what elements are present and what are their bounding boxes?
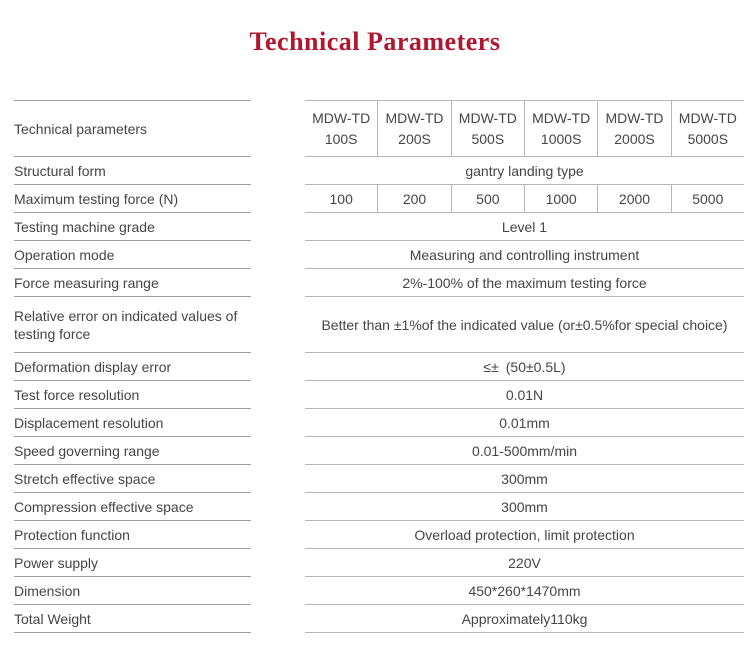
- row-value: ≤± (50±0.5L): [483, 358, 566, 375]
- row-label: Force measuring range: [14, 274, 159, 291]
- header-model-cell: [671, 101, 744, 156]
- table-row: [14, 213, 744, 241]
- model-series: MDW-TD: [458, 109, 517, 126]
- row-value: gantry landing type: [465, 162, 584, 179]
- model-number: 200S: [398, 130, 431, 147]
- column-gap: [251, 185, 305, 213]
- row-label-cell: [14, 409, 251, 437]
- row-value-cell: [305, 409, 744, 437]
- row-label: Operation mode: [14, 246, 115, 263]
- header-label-cell: [14, 100, 251, 157]
- row-label: Deformation display error: [14, 358, 172, 375]
- row-label-cell: [14, 185, 251, 213]
- table-row: [14, 269, 744, 297]
- row-label: Structural form: [14, 162, 106, 179]
- value-cell: 500: [451, 185, 524, 212]
- row-label-cell: [14, 465, 251, 493]
- row-label: Displacement resolution: [14, 414, 164, 431]
- model-number: 5000S: [687, 130, 729, 147]
- row-value-cell: [305, 577, 744, 605]
- row-value-cell: [305, 437, 744, 465]
- model-series: MDW-TD: [678, 109, 737, 126]
- value-cell: 200: [377, 185, 450, 212]
- header-model-cell: [451, 101, 524, 156]
- model-number: 100S: [324, 130, 358, 147]
- column-gap: [251, 549, 305, 577]
- column-gap: [251, 297, 305, 353]
- header-model-cell: [597, 101, 670, 156]
- model-series: MDW-TD: [385, 109, 444, 126]
- model-number: 2000S: [614, 130, 655, 147]
- value-cell: 2000: [597, 185, 670, 212]
- row-value-cell: [305, 465, 744, 493]
- row-value-cell: [305, 297, 744, 353]
- table-row: [14, 437, 744, 465]
- header-label: Technical parameters: [14, 120, 148, 137]
- column-gap: [251, 577, 305, 605]
- row-label: Speed governing range: [14, 442, 160, 459]
- header-model-cell: [377, 101, 450, 156]
- row-label-cell: [14, 521, 251, 549]
- value-cell: 100: [329, 190, 353, 207]
- row-label-cell: [14, 241, 251, 269]
- row-value-cell: [305, 605, 744, 633]
- column-gap: [251, 521, 305, 549]
- table-row: [14, 577, 744, 605]
- row-label: Total Weight: [14, 610, 91, 627]
- table-row: [14, 549, 744, 577]
- table-header-row: [14, 100, 744, 157]
- column-gap: [251, 493, 305, 521]
- model-number: 1000S: [540, 130, 582, 147]
- column-gap: [251, 437, 305, 465]
- row-value: Approximately110kg: [461, 610, 588, 627]
- row-label-cell: [14, 549, 251, 577]
- table-row: [14, 353, 744, 381]
- header-model-cells: [305, 100, 744, 157]
- header-model-cell: [305, 101, 377, 156]
- column-gap: [251, 353, 305, 381]
- row-label: Testing machine grade: [14, 218, 155, 235]
- column-gap: [251, 409, 305, 437]
- row-value: 300mm: [501, 498, 548, 515]
- row-value-cell: [305, 269, 744, 297]
- table-row: [14, 409, 744, 437]
- row-label-cell: [14, 381, 251, 409]
- row-value-cell: [305, 157, 744, 185]
- row-label: Compression effective space: [14, 498, 194, 515]
- row-label-cell: [14, 437, 251, 465]
- row-label: Stretch effective space: [14, 470, 156, 487]
- model-series: MDW-TD: [312, 109, 371, 126]
- value-cell: 1000: [524, 185, 597, 212]
- row-label: Power supply: [14, 554, 99, 571]
- header-model-cell: [524, 101, 597, 156]
- column-gap: [251, 269, 305, 297]
- row-label: Relative error on indicated values of testing force: [14, 307, 238, 342]
- model-series: MDW-TD: [532, 109, 591, 126]
- row-value-cell: [305, 213, 744, 241]
- row-label-cell: [14, 605, 251, 633]
- row-label-cell: [14, 213, 251, 241]
- row-value: Measuring and controlling instrument: [409, 246, 640, 263]
- row-value: 0.01N: [505, 386, 544, 403]
- table-row: [14, 465, 744, 493]
- model-series: MDW-TD: [605, 109, 664, 126]
- row-value: 300mm: [501, 470, 548, 487]
- row-value: 2%-100% of the maximum testing force: [402, 274, 647, 291]
- row-label: Maximum testing force (N): [14, 190, 179, 207]
- table-row: [14, 241, 744, 269]
- page-title: Technical Parameters: [249, 27, 501, 56]
- row-label: Dimension: [14, 582, 81, 599]
- table-row: [14, 381, 744, 409]
- row-value-cell: [305, 241, 744, 269]
- row-label: Test force resolution: [14, 386, 140, 403]
- row-label: Protection function: [14, 526, 130, 543]
- row-value-cells: [305, 185, 744, 213]
- row-value: 0.01mm: [499, 414, 550, 431]
- row-value: Level 1: [501, 218, 548, 235]
- row-value: 220V: [508, 554, 541, 571]
- column-gap: [251, 605, 305, 633]
- row-label-cell: [14, 577, 251, 605]
- row-value-cell: [305, 381, 744, 409]
- table-row: [14, 297, 744, 353]
- row-label-cell: [14, 297, 251, 353]
- row-value-cell: [305, 493, 744, 521]
- table-row: [14, 493, 744, 521]
- row-value-cell: [305, 521, 744, 549]
- row-value-cell: [305, 353, 744, 381]
- row-value: 0.01-500mm/min: [471, 442, 578, 459]
- table-row: [14, 185, 744, 213]
- column-gap: [251, 241, 305, 269]
- column-gap: [251, 381, 305, 409]
- row-value-cell: [305, 549, 744, 577]
- table-row: [14, 521, 744, 549]
- row-value: Better than ±1%of the indicated value (or±0.5%for special choice): [321, 316, 728, 333]
- column-gap: [251, 213, 305, 241]
- row-value: Overload protection, limit protection: [414, 526, 635, 543]
- column-gap: [251, 157, 305, 185]
- column-gap: [251, 465, 305, 493]
- row-label-cell: [14, 493, 251, 521]
- table-row: [14, 157, 744, 185]
- row-label-cell: [14, 353, 251, 381]
- row-label-cell: [14, 269, 251, 297]
- model-number: 500S: [471, 130, 505, 147]
- table-row: [14, 605, 744, 633]
- row-label-cell: [14, 157, 251, 185]
- value-cell: 5000: [671, 185, 744, 212]
- parameters-table: [14, 100, 744, 633]
- column-gap: [251, 100, 305, 157]
- row-value: 450*260*1470mm: [468, 582, 581, 599]
